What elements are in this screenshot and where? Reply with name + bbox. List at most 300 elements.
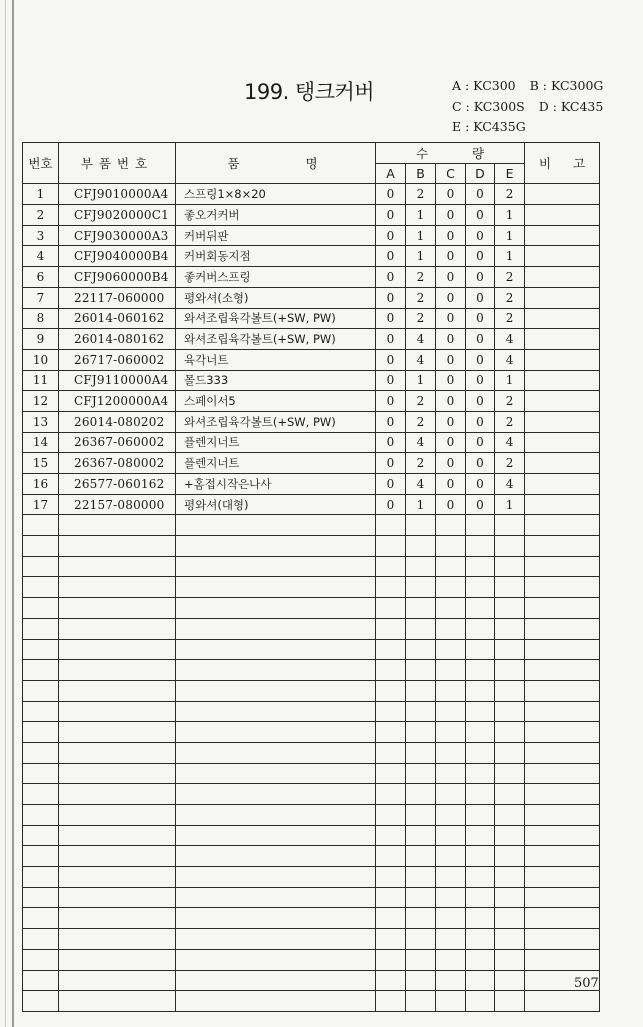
cell-qty: 4: [495, 432, 525, 453]
cell-name: 스페이서5: [176, 391, 376, 412]
cell-qty: [376, 991, 406, 1012]
cell-no: 8: [23, 308, 59, 329]
cell-qty: 0: [436, 494, 466, 515]
cell-qty: [376, 722, 406, 743]
blank-row: [23, 991, 600, 1012]
parts-table-body: [23, 184, 600, 1012]
cell-qty: 2: [406, 267, 436, 288]
cell-qty: [376, 846, 406, 867]
cell-no: [23, 639, 59, 660]
cell-qty: 4: [495, 329, 525, 350]
cell-qty: [436, 867, 466, 888]
cell-qty: 0: [376, 411, 406, 432]
cell-qty: [376, 742, 406, 763]
cell-name: [176, 805, 376, 826]
cell-qty: [466, 598, 495, 619]
cell-remarks: [525, 494, 600, 515]
cell-no: [23, 680, 59, 701]
cell-qty: 1: [495, 370, 525, 391]
cell-remarks: [525, 846, 600, 867]
cell-part-number: [59, 929, 176, 950]
cell-qty: [376, 515, 406, 536]
blank-row: [23, 846, 600, 867]
cell-no: [23, 949, 59, 970]
cell-qty: [495, 825, 525, 846]
cell-qty: 0: [436, 225, 466, 246]
cell-qty: 2: [495, 453, 525, 474]
cell-remarks: [525, 949, 600, 970]
cell-qty: 1: [406, 225, 436, 246]
cell-remarks: [525, 598, 600, 619]
model-d: D : KC435: [538, 98, 604, 114]
cell-no: 15: [23, 453, 59, 474]
cell-qty: [376, 784, 406, 805]
cell-part-number: 26367-080002: [59, 453, 176, 474]
cell-remarks: [525, 805, 600, 826]
cell-part-number: [59, 991, 176, 1012]
cell-qty: [436, 949, 466, 970]
cell-remarks: [525, 184, 600, 205]
blank-row: [23, 618, 600, 639]
cell-qty: 0: [376, 205, 406, 226]
cell-part-number: CFJ9010000A4: [59, 184, 176, 205]
blank-row: [23, 887, 600, 908]
model-row: [452, 97, 603, 118]
cell-name: 와셔조립육각볼트(+SW, PW): [176, 329, 376, 350]
cell-part-number: [59, 949, 176, 970]
cell-qty: 1: [495, 494, 525, 515]
cell-part-number: [59, 763, 176, 784]
cell-qty: 0: [436, 246, 466, 267]
header-qty-d: D: [466, 163, 495, 184]
cell-name: 플렌지너트: [176, 453, 376, 474]
cell-qty: 4: [406, 329, 436, 350]
cell-qty: [466, 660, 495, 681]
cell-name: [176, 742, 376, 763]
cell-qty: 0: [466, 287, 495, 308]
cell-remarks: [525, 225, 600, 246]
cell-name: 스프링1×8×20: [176, 184, 376, 205]
cell-qty: [436, 742, 466, 763]
cell-name: 평와셔(대형): [176, 494, 376, 515]
cell-qty: [495, 742, 525, 763]
cell-qty: [495, 929, 525, 950]
cell-qty: [466, 949, 495, 970]
cell-remarks: [525, 784, 600, 805]
page-title: 199. 탱크커버: [244, 80, 375, 104]
cell-qty: 2: [406, 184, 436, 205]
cell-qty: [495, 805, 525, 826]
blank-row: [23, 660, 600, 681]
cell-qty: 0: [376, 349, 406, 370]
cell-part-number: CFJ9030000A3: [59, 225, 176, 246]
cell-remarks: [525, 887, 600, 908]
cell-qty: [436, 825, 466, 846]
cell-qty: [406, 908, 436, 929]
cell-no: [23, 556, 59, 577]
cell-qty: 0: [466, 349, 495, 370]
blank-row: [23, 784, 600, 805]
cell-qty: 0: [436, 329, 466, 350]
cell-qty: 2: [406, 287, 436, 308]
cell-qty: [466, 701, 495, 722]
cell-no: [23, 991, 59, 1012]
table-row: [23, 494, 600, 515]
cell-name: [176, 660, 376, 681]
cell-qty: [436, 680, 466, 701]
cell-qty: 0: [376, 370, 406, 391]
cell-qty: 0: [436, 432, 466, 453]
table-row: [23, 391, 600, 412]
cell-qty: [495, 949, 525, 970]
cell-qty: [495, 867, 525, 888]
cell-name: [176, 556, 376, 577]
cell-name: [176, 825, 376, 846]
cell-qty: 0: [436, 205, 466, 226]
cell-qty: [436, 536, 466, 557]
cell-qty: [376, 908, 406, 929]
cell-no: 13: [23, 411, 59, 432]
cell-qty: [436, 660, 466, 681]
cell-qty: [466, 991, 495, 1012]
cell-qty: 0: [376, 474, 406, 495]
cell-qty: [436, 929, 466, 950]
cell-qty: 0: [466, 267, 495, 288]
cell-qty: [466, 618, 495, 639]
cell-qty: [436, 701, 466, 722]
cell-remarks: [525, 825, 600, 846]
cell-part-number: 26717-060002: [59, 349, 176, 370]
cell-qty: [406, 515, 436, 536]
cell-part-number: [59, 577, 176, 598]
cell-qty: 0: [436, 349, 466, 370]
cell-remarks: [525, 349, 600, 370]
cell-name: [176, 618, 376, 639]
cell-no: 12: [23, 391, 59, 412]
table-row: [23, 474, 600, 495]
cell-name: [176, 970, 376, 991]
cell-no: [23, 867, 59, 888]
cell-no: 11: [23, 370, 59, 391]
cell-qty: [495, 908, 525, 929]
cell-qty: 1: [406, 494, 436, 515]
cell-qty: 2: [495, 184, 525, 205]
cell-part-number: [59, 846, 176, 867]
cell-qty: [495, 618, 525, 639]
page-number: 507: [574, 976, 599, 991]
cell-qty: 0: [466, 391, 495, 412]
header-qty-a: A: [376, 163, 406, 184]
cell-remarks: [525, 308, 600, 329]
blank-row: [23, 763, 600, 784]
cell-qty: [495, 991, 525, 1012]
cell-qty: [376, 701, 406, 722]
cell-qty: [466, 887, 495, 908]
cell-qty: [466, 929, 495, 950]
cell-qty: 0: [466, 308, 495, 329]
cell-qty: [466, 908, 495, 929]
header-qty-c: C: [436, 163, 466, 184]
cell-qty: [376, 970, 406, 991]
cell-qty: [376, 887, 406, 908]
header-qty-b: B: [406, 163, 436, 184]
table-row: [23, 329, 600, 350]
cell-qty: 0: [466, 329, 495, 350]
cell-remarks: [525, 453, 600, 474]
cell-part-number: 26577-060162: [59, 474, 176, 495]
cell-remarks: [525, 763, 600, 784]
cell-name: 좋커버스프링: [176, 267, 376, 288]
cell-part-number: 26014-060162: [59, 308, 176, 329]
cell-qty: [495, 556, 525, 577]
cell-no: [23, 846, 59, 867]
cell-name: [176, 784, 376, 805]
cell-qty: [466, 970, 495, 991]
cell-part-number: [59, 536, 176, 557]
cell-no: 4: [23, 246, 59, 267]
cell-qty: [495, 515, 525, 536]
cell-name: [176, 639, 376, 660]
cell-qty: 1: [495, 205, 525, 226]
cell-part-number: CFJ9040000B4: [59, 246, 176, 267]
cell-qty: 0: [376, 225, 406, 246]
cell-no: 2: [23, 205, 59, 226]
header-remarks: 비 고: [525, 143, 600, 184]
cell-no: [23, 722, 59, 743]
blank-row: [23, 639, 600, 660]
blank-row: [23, 908, 600, 929]
cell-qty: 2: [406, 391, 436, 412]
cell-qty: [406, 536, 436, 557]
cell-qty: [495, 846, 525, 867]
cell-qty: [406, 556, 436, 577]
cell-remarks: [525, 660, 600, 681]
cell-qty: [495, 763, 525, 784]
cell-remarks: [525, 536, 600, 557]
cell-qty: [376, 949, 406, 970]
cell-part-number: [59, 784, 176, 805]
cell-part-number: [59, 618, 176, 639]
cell-no: 14: [23, 432, 59, 453]
blank-row: [23, 577, 600, 598]
cell-qty: [436, 618, 466, 639]
cell-qty: [466, 577, 495, 598]
cell-qty: [466, 556, 495, 577]
cell-qty: [406, 887, 436, 908]
cell-name: [176, 867, 376, 888]
cell-remarks: [525, 329, 600, 350]
cell-no: [23, 598, 59, 619]
cell-no: [23, 887, 59, 908]
table-row: [23, 225, 600, 246]
cell-part-number: [59, 639, 176, 660]
cell-qty: [406, 618, 436, 639]
cell-name: [176, 887, 376, 908]
header-no: 번호: [23, 143, 59, 184]
cell-qty: 2: [406, 411, 436, 432]
cell-part-number: CFJ9060000B4: [59, 267, 176, 288]
blank-row: [23, 536, 600, 557]
cell-remarks: [525, 411, 600, 432]
cell-qty: [466, 805, 495, 826]
cell-qty: [466, 742, 495, 763]
cell-no: 6: [23, 267, 59, 288]
header-qty-e: E: [495, 163, 525, 184]
cell-qty: [436, 763, 466, 784]
model-b: B : KC300G: [529, 78, 604, 93]
cell-remarks: [525, 722, 600, 743]
cell-qty: 0: [466, 411, 495, 432]
cell-name: 커버회동지점: [176, 246, 376, 267]
cell-qty: 1: [406, 205, 436, 226]
cell-qty: [376, 867, 406, 888]
blank-row: [23, 805, 600, 826]
cell-part-number: 22117-060000: [59, 287, 176, 308]
cell-qty: [406, 660, 436, 681]
cell-qty: [466, 722, 495, 743]
cell-qty: [406, 763, 436, 784]
cell-qty: [466, 680, 495, 701]
table-row: [23, 349, 600, 370]
table-row: [23, 246, 600, 267]
cell-qty: 0: [376, 329, 406, 350]
cell-remarks: [525, 474, 600, 495]
cell-remarks: [525, 267, 600, 288]
cell-qty: [495, 577, 525, 598]
cell-part-number: [59, 722, 176, 743]
binding-line: [12, 0, 14, 1027]
cell-qty: [495, 536, 525, 557]
cell-no: [23, 577, 59, 598]
cell-qty: [466, 846, 495, 867]
cell-qty: 0: [436, 287, 466, 308]
cell-no: [23, 929, 59, 950]
cell-qty: 0: [376, 494, 406, 515]
parts-table: [22, 142, 600, 1012]
cell-no: [23, 784, 59, 805]
cell-qty: 4: [495, 474, 525, 495]
cell-qty: 0: [376, 246, 406, 267]
cell-qty: [406, 949, 436, 970]
header-name: 품 명: [176, 143, 376, 184]
cell-name: [176, 680, 376, 701]
blank-row: [23, 680, 600, 701]
model-row: [452, 76, 603, 97]
cell-qty: [406, 929, 436, 950]
blank-row: [23, 515, 600, 536]
cell-name: 와셔조립육각볼트(+SW, PW): [176, 411, 376, 432]
cell-remarks: [525, 639, 600, 660]
cell-part-number: 26014-080162: [59, 329, 176, 350]
cell-qty: [376, 805, 406, 826]
cell-qty: 0: [436, 267, 466, 288]
cell-qty: 0: [466, 184, 495, 205]
cell-qty: [376, 929, 406, 950]
cell-remarks: [525, 618, 600, 639]
cell-qty: [406, 846, 436, 867]
cell-qty: [466, 867, 495, 888]
blank-row: [23, 970, 600, 991]
cell-qty: [436, 846, 466, 867]
cell-qty: [406, 784, 436, 805]
cell-qty: [376, 825, 406, 846]
cell-name: [176, 763, 376, 784]
cell-no: [23, 536, 59, 557]
header-quantity: 수 량: [376, 143, 525, 164]
cell-qty: [495, 660, 525, 681]
cell-part-number: 26367-060002: [59, 432, 176, 453]
cell-name: [176, 536, 376, 557]
cell-qty: [495, 639, 525, 660]
cell-no: 9: [23, 329, 59, 350]
table-row: [23, 267, 600, 288]
cell-part-number: [59, 660, 176, 681]
cell-qty: [436, 784, 466, 805]
cell-qty: 4: [495, 349, 525, 370]
cell-name: 와셔조립육각볼트(+SW, PW): [176, 308, 376, 329]
cell-part-number: [59, 701, 176, 722]
blank-row: [23, 949, 600, 970]
cell-name: 플렌지너트: [176, 432, 376, 453]
cell-qty: [466, 515, 495, 536]
cell-qty: 0: [466, 246, 495, 267]
cell-remarks: [525, 908, 600, 929]
table-row: [23, 411, 600, 432]
cell-qty: [406, 825, 436, 846]
blank-row: [23, 867, 600, 888]
cell-qty: [376, 618, 406, 639]
cell-qty: [376, 680, 406, 701]
cell-remarks: [525, 391, 600, 412]
cell-qty: [466, 536, 495, 557]
cell-qty: 0: [376, 287, 406, 308]
cell-qty: 0: [466, 474, 495, 495]
cell-name: 평와셔(소형): [176, 287, 376, 308]
cell-qty: [495, 680, 525, 701]
cell-qty: [406, 742, 436, 763]
cell-no: [23, 742, 59, 763]
cell-qty: [436, 722, 466, 743]
cell-part-number: [59, 556, 176, 577]
cell-qty: 0: [466, 432, 495, 453]
cell-qty: 0: [436, 308, 466, 329]
cell-qty: [376, 763, 406, 784]
cell-part-number: [59, 908, 176, 929]
cell-remarks: [525, 680, 600, 701]
table-row: [23, 205, 600, 226]
cell-part-number: [59, 887, 176, 908]
cell-part-number: [59, 680, 176, 701]
cell-name: [176, 515, 376, 536]
cell-qty: 0: [436, 474, 466, 495]
model-row: [452, 117, 603, 138]
cell-part-number: CFJ9020000C1: [59, 205, 176, 226]
cell-no: [23, 618, 59, 639]
cell-no: 16: [23, 474, 59, 495]
binding-edge: [5, 0, 6, 1027]
cell-qty: [406, 867, 436, 888]
blank-row: [23, 598, 600, 619]
cell-qty: 0: [376, 391, 406, 412]
cell-qty: 1: [495, 246, 525, 267]
cell-qty: [436, 991, 466, 1012]
cell-qty: 2: [406, 308, 436, 329]
cell-qty: 0: [376, 184, 406, 205]
cell-qty: [495, 722, 525, 743]
cell-name: [176, 722, 376, 743]
cell-qty: [376, 536, 406, 557]
cell-remarks: [525, 370, 600, 391]
